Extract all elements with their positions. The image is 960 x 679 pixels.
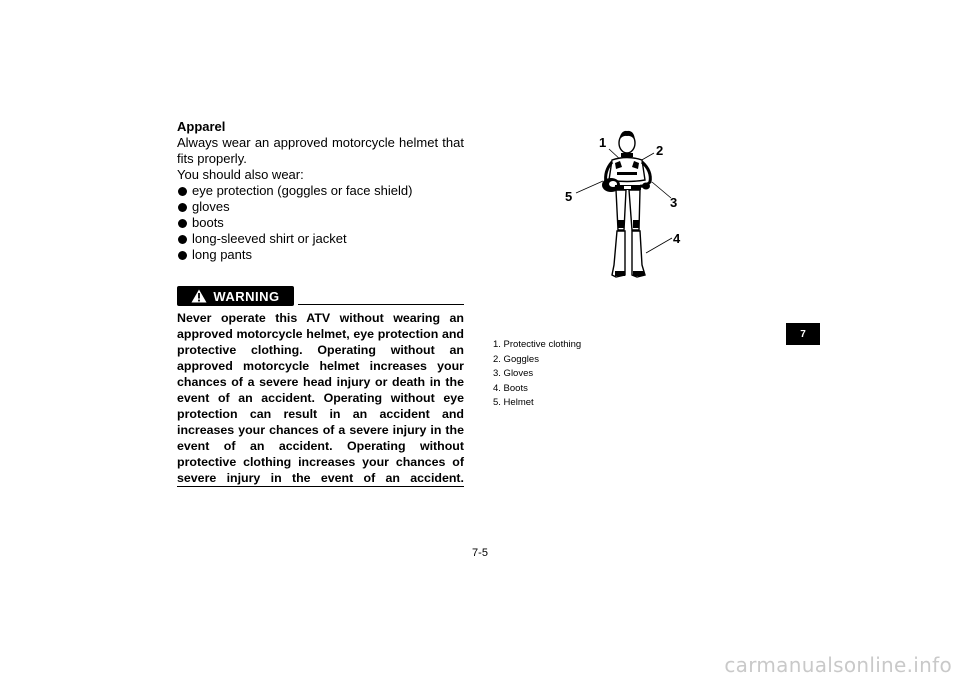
callout-leader-4 [646, 238, 672, 253]
rider-apparel-illustration [560, 125, 700, 290]
list-item: eye protection (goggles or face shield) [177, 183, 464, 199]
callout-leader-5 [576, 181, 603, 193]
warning-header [177, 286, 464, 306]
also-wear-label: You should also wear: [177, 167, 304, 182]
bullet-icon [178, 219, 187, 228]
caption-item: 4. Boots [493, 382, 528, 394]
bullet-icon [178, 187, 187, 196]
page-number: 7-5 [472, 547, 488, 559]
callout-leader-3 [652, 182, 671, 198]
caption-item: 1. Protective clothing [493, 339, 582, 350]
callout-3: 3 [670, 195, 678, 210]
glove-shape [642, 183, 650, 190]
callout-4: 4 [673, 231, 681, 246]
warning-triangle-icon [191, 289, 207, 303]
bullet-icon [178, 235, 187, 244]
caption-item: 2. Goggles [493, 353, 539, 365]
warning-top-rule [298, 304, 464, 305]
chapter-tab: 7 [786, 323, 820, 345]
list-item: long pants [177, 247, 464, 263]
warning-badge [177, 286, 294, 306]
caption-item: 5. Helmet [493, 397, 534, 408]
watermark-text: carmanualsonline.info [724, 653, 952, 677]
goggles-shape [621, 153, 633, 157]
boot-right [632, 231, 645, 277]
apparel-list [177, 183, 464, 263]
callout-2: 2 [656, 143, 664, 158]
list-item: boots [177, 215, 464, 231]
section-heading: Apparel [177, 119, 226, 134]
callout-5: 5 [565, 189, 573, 204]
bullet-icon [178, 203, 187, 212]
warning-bottom-rule [177, 486, 464, 487]
list-item: gloves [177, 199, 464, 215]
list-item: long-sleeved shirt or jacket [177, 231, 464, 247]
caption-item: 3. Gloves [493, 368, 534, 379]
apparel-section [177, 119, 464, 263]
figure-captions [493, 338, 581, 411]
warning-label: WARNING [213, 288, 280, 304]
bullet-icon [178, 251, 187, 260]
warning-text: Never operate this ATV without wearing an approved motorcycle helmet, eye protection and protective clothing. Operating without an approved motorcycle helmet increases your chances of a severe head injury or death in the event of an accident. Operating without eye protection can result in an accident and increases your chances of a severe injury in the event of an accident. Operating without protective clothing increases your chances of severe injury in the event of an accident. [177, 311, 464, 485]
rider-torso [609, 158, 645, 182]
helmet-intro: Always wear an approved motorcycle helmet that fits properly. [177, 135, 464, 166]
boot-left [612, 231, 625, 277]
callout-1: 1 [599, 135, 607, 150]
